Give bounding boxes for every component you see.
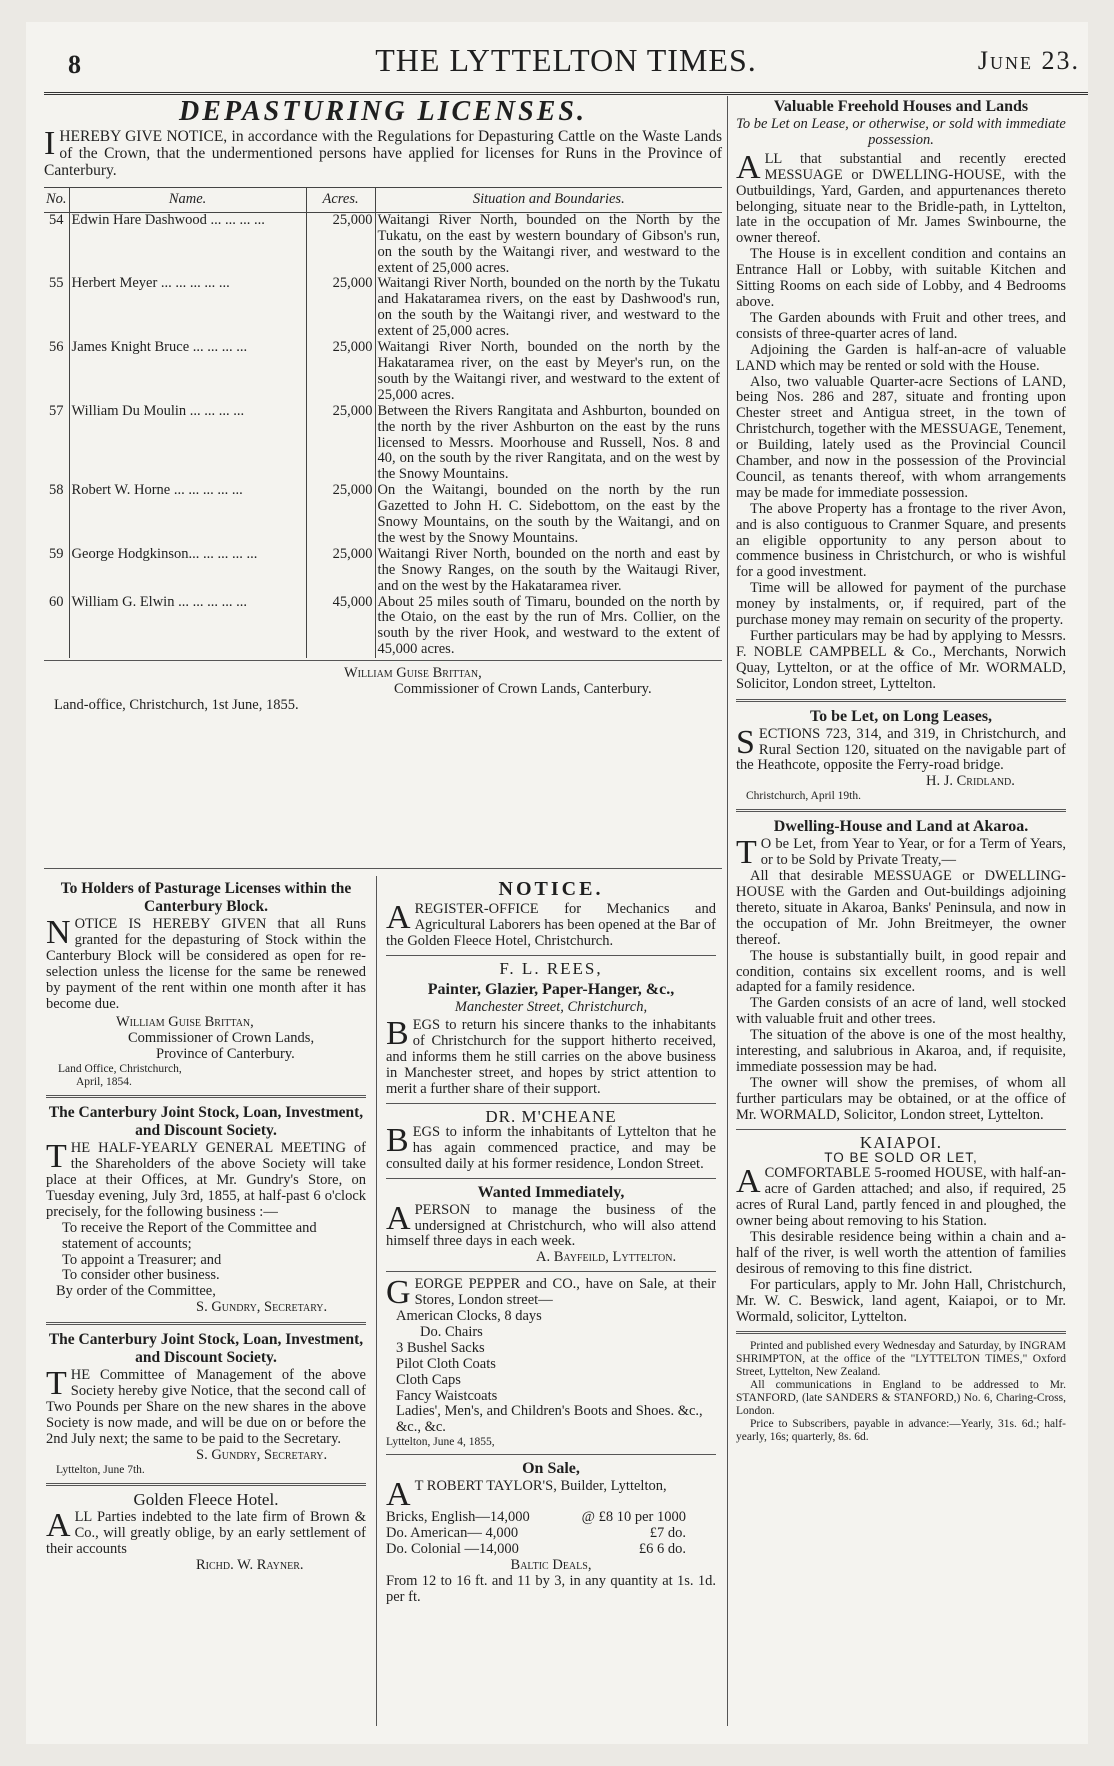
joint2-title: The Canterbury Joint Stock, Loan, Investment, and Discount Society. xyxy=(48,1331,364,1367)
notice-body: AREGISTER-OFFICE for Mechanics and Agricultural Laborers has been opened at the Bar of the Golden Fleece Hotel, Christchurch. xyxy=(386,898,716,949)
divider xyxy=(386,955,716,956)
license-number: 55 xyxy=(44,276,69,340)
licensee-name: James Knight Bruce ... ... ... ... xyxy=(69,340,306,404)
wanted-body: APERSON to manage the business of the undersigned at Christchurch, who will also attend himself three days in each week. xyxy=(386,1199,716,1250)
joint2-body: THE Committee of Management of the above Society hereby give Notice, that the second call of Two Pounds per Share on the new shares in the above Society is now made, and will be due on or before the 2nd July next; the same to be paid to the Secretary. xyxy=(46,1365,366,1447)
holders-title: To Holders of Pasturage Licenses within the Canterbury Block. xyxy=(60,880,352,915)
list-item: Do. Chairs xyxy=(420,1323,483,1340)
license-number: 57 xyxy=(44,404,69,484)
divider xyxy=(46,1095,366,1098)
holders-date: April, 1854. xyxy=(76,1076,132,1089)
golden-title: Golden Fleece Hotel. xyxy=(133,1489,279,1509)
pepper-items xyxy=(386,1309,716,1436)
divider xyxy=(386,1454,716,1455)
akaroa-p4: The Garden consists of an acre of land, well stocked with valuable fruit and other trees. xyxy=(736,995,1066,1028)
onsale-deals-body: From 12 to 16 ft. and 11 by 3, in any quantity at 1s. 1d. per ft. xyxy=(386,1572,716,1605)
rees-address: Manchester Street, Christchurch, xyxy=(454,998,648,1015)
wanted-title: Wanted Immediately, xyxy=(477,1183,625,1201)
imprint-p1: Printed and published every Wednesday and Saturday, by INGRAM SHRIMPTON, at the office of the "LYTTELTON TIMES," Oxford Street, Lyttelton, New Zealand. xyxy=(736,1340,1066,1379)
divider xyxy=(46,1322,366,1325)
license-acres: 25,000 xyxy=(306,212,375,276)
kaiapoi-p2: This desirable residence being within a chain and a-half of the river, is well worth the attention of families desirous of removing to this fine district. xyxy=(736,1229,1066,1277)
onsale-body: A T ROBERT TAYLOR'S, Builder, Lyttelton, xyxy=(386,1476,667,1514)
rees-body: BEGS to return his sincere thanks to the inhabitants of Christchurch for the support hitherto received, and informs them he still carries on the above business in Manchester street, and hopes by strict attention to merit a further share of their support. xyxy=(386,1015,716,1098)
license-acres: 25,000 xyxy=(306,483,375,547)
table-row xyxy=(44,547,722,595)
table-row xyxy=(44,276,722,340)
column-2-lower xyxy=(386,878,716,1606)
licenses-table-header xyxy=(44,187,722,212)
holders-signer: William Guise Brittan, xyxy=(116,1014,254,1031)
license-situation: Waitangi River North, bounded on the north by the Tukatu and Hakataramea rivers, on the east by Dashwood's run, on the south by the Waitangi river, and westward to the extent of 25,000 acres. xyxy=(377,275,720,340)
column-rule xyxy=(727,96,728,1726)
table-row xyxy=(44,404,722,484)
license-number: 59 xyxy=(44,547,69,595)
license-number: 54 xyxy=(44,212,69,276)
licensee-name: William Du Moulin ... ... ... ... xyxy=(69,404,306,484)
joint1-body: THE HALF-YEARLY GENERAL MEETING of the Shareholders of the above Society will take place at their Offices, at Mr. Gundry's Store, on Tuesday evening, July 3rd, 1855, at half-past 6 o'clock precisely, for the following business :— xyxy=(46,1138,366,1220)
freehold-p8: Further particulars may be had by applying to Messrs. F. NOBLE CAMPBELL & Co., Merchants, Norwich Quay, Lyttelton, or at the office of Mr. WORMALD, Solicitor, London street, Lyttelton. xyxy=(736,628,1066,692)
depasturing-intro: IHEREBY GIVE NOTICE, in accordance with the Regulations for Depasturing Cattle on the Waste Lands of the Crown, that the undermentioned persons have applied for licenses for Runs in the Province of Canterbury. xyxy=(44,124,722,179)
kaiapoi-p3: For particulars, apply to Mr. John Hall, Christchurch, Mr. W. C. Beswick, land agent, Kaiapoi, or to Mr. Wormald, solicitor, Lyttelton. xyxy=(736,1276,1066,1325)
licensee-name: Robert W. Horne ... ... ... ... ... xyxy=(69,483,306,547)
pepper-body: GEORGE PEPPER and CO., have on Sale, at their Stores, London street— xyxy=(386,1274,716,1312)
license-situation: Waitangi River North, bounded on the north and east by the Snowy Ranges, on the south by the Waitaugi River, and on the west by the Hakataramea river. xyxy=(377,545,720,594)
akaroa-title: Dwelling-House and Land at Akaroa. xyxy=(773,818,1029,836)
list-item: To consider other business. xyxy=(62,1267,220,1284)
freehold-subtitle: To be Let on Lease, or otherwise, or sold with immediate possession. xyxy=(736,116,1066,148)
notice-title: NOTICE. xyxy=(498,878,604,900)
licensee-name: Herbert Meyer ... ... ... ... ... xyxy=(69,276,306,340)
license-acres: 45,000 xyxy=(306,595,375,659)
divider xyxy=(386,1271,716,1272)
licensee-name: Edwin Hare Dashwood ... ... ... ... xyxy=(69,212,306,276)
akaroa-p6: The owner will show the premises, of whom all further particulars may be obtained, or at the office of Mr. WORMALD, Solicitor, London street, Lyttelton. xyxy=(736,1074,1066,1123)
akaroa-p5: The situation of the above is one of the most healthy, interesting, and salubrious in Akaroa, and, if requisite, immediate possession may be had. xyxy=(736,1027,1066,1075)
header-rule xyxy=(44,92,1088,95)
license-acres: 25,000 xyxy=(306,404,375,484)
joint1-items xyxy=(46,1221,366,1285)
list-item: Pilot Cloth Coats xyxy=(396,1355,496,1372)
depasturing-place-date: Land-office, Christchurch, 1st June, 1855. xyxy=(54,697,299,713)
freehold-title: Valuable Freehold Houses and Lands xyxy=(773,98,1029,115)
tolet-title: To be Let, on Long Leases, xyxy=(809,707,993,725)
col-no: No. xyxy=(44,187,69,212)
golden-body: ALL Parties indebted to the late firm of Brown & Co., will greatly oblige, by an early settlement of their accounts xyxy=(46,1507,366,1558)
brick-row: Do. American— 4,000 £7 do. xyxy=(386,1525,686,1542)
page-header xyxy=(44,40,1088,92)
licenses-table xyxy=(44,187,722,658)
divider xyxy=(44,660,722,661)
column-1-lower xyxy=(46,876,366,1574)
tolet-place-date: Christchurch, April 19th. xyxy=(746,790,861,803)
freehold-p4: Adjoining the Garden is half-an-acre of valuable LAND which may be rented or sold with the House. xyxy=(736,341,1066,374)
holders-signer-title: Commissioner of Crown Lands, xyxy=(128,1030,315,1047)
freehold-p5: Also, two valuable Quarter-acre Sections of LAND, being Nos. 286 and 287, situate and fronting upon Chester street and Antigua street, in the town of Christchurch, together with the MESSUAGE, Tenement, or Building, lately used as the Provincial Council Chamber, and now in the possession of the Provincial Council, as tenants thereof, with whom arrangements may be made for immediate possession. xyxy=(736,373,1066,501)
list-item: Ladies', Men's, and Children's Boots and Shoes. &c., &c., &c. xyxy=(396,1403,703,1436)
akaroa-p2: All that desirable MESSUAGE or DWELLING-HOUSE with the Garden and Out-buildings adjoining thereto, situate in Akaroa, Banks' Peninsula, and now in the occupation of Mr. John Breitmeyer, the owner thereof. xyxy=(736,868,1066,948)
onsale-title: On Sale, xyxy=(522,1460,580,1478)
table-row xyxy=(44,595,722,659)
list-item: Cloth Caps xyxy=(396,1371,461,1388)
divider xyxy=(46,1483,366,1486)
list-item: 3 Bushel Sacks xyxy=(396,1339,485,1356)
joint1-order: By order of the Committee, xyxy=(56,1283,216,1300)
kaiapoi-subtitle: TO BE SOLD OR LET, xyxy=(824,1150,978,1166)
depasturing-licenses xyxy=(44,96,722,714)
mcheane-name: DR. M'CHEANE xyxy=(485,1106,617,1126)
col-acres: Acres. xyxy=(306,187,375,212)
issue-date: June 23. xyxy=(977,46,1080,75)
licensee-name: George Hodgkinson... ... ... ... ... xyxy=(69,547,306,595)
list-item: Fancy Waistcoats xyxy=(396,1387,498,1404)
col-situation: Situation and Boundaries. xyxy=(375,187,722,212)
kaiapoi-title: KAIAPOI. xyxy=(859,1132,943,1152)
holders-place: Land Office, Christchurch, xyxy=(58,1063,182,1076)
list-item: American Clocks, 8 days xyxy=(396,1308,542,1325)
masthead: THE LYTTELTON TIMES. xyxy=(375,42,757,78)
akaroa-p1: T O be Let, from Year to Year, or for a Term of Years, or to be Sold by Private Treaty,— xyxy=(736,834,1066,872)
holders-body: NOTICE IS HEREBY GIVEN that all Runs granted for the depasturing of Stock within the Canterbury Block will be considered as open for re-selection unless the license for the same be renewed by payment of the rent within one month after it has become due. xyxy=(46,914,366,1012)
license-situation: Waitangi River North, bounded on the north by the Hakataramea river, on the east by Meyer's run, on the south by the Waitangi river, and westward to the extent of 25,000 acres. xyxy=(377,339,720,403)
freehold-p1: ALL that substantial and recently erected MESSUAGE or DWELLING-HOUSE, with the Outbuildings, Yard, Garden, and appurtenances thereto belonging, situate near to the Bridle-path, in Lyttelton, late in the occupation of Mr. James Swinbourne, the owner thereof. xyxy=(736,148,1066,247)
tolet-signer: H. J. Cridland. xyxy=(926,773,1015,790)
tolet-body: SECTIONS 723, 314, and 319, in Christchurch, and Rural Section 120, situated on the navigable part of the Heathcote, opposite the Ferry-road bridge. xyxy=(736,723,1066,774)
license-situation: About 25 miles south of Timaru, bounded on the north by the Otaio, on the east by the run of Mrs. Collier, on the south by the river Hook, and westward to the extent of 45,000 acres. xyxy=(377,593,720,658)
divider xyxy=(736,809,1066,812)
license-number: 58 xyxy=(44,483,69,547)
imprint-p3: Price to Subscribers, payable in advance:—Yearly, 31s. 6d.; half-yearly, 16s; quarterly, 8s. 6d. xyxy=(736,1418,1066,1444)
imprint xyxy=(736,1340,1066,1444)
column-3 xyxy=(736,98,1066,1444)
table-row xyxy=(44,212,722,276)
divider xyxy=(736,1331,1066,1334)
license-acres: 25,000 xyxy=(306,276,375,340)
rees-trade: Painter, Glazier, Paper-Hanger, &c., xyxy=(427,980,675,998)
divider xyxy=(736,699,1066,702)
imprint-p2: All communications in England to be addressed to Mr. STANFORD, (late SANDERS & STANFORD,) No. 6, Charing-Cross, London. xyxy=(736,1379,1066,1418)
license-situation: On the Waitangi, bounded on the north by the run Gazetted to John H. C. Sidebottom, on the east by the Snowy Mountains, on the south by the Waitangi, and on the west by the Snowy Mountains. xyxy=(377,482,720,546)
license-number: 60 xyxy=(44,595,69,659)
table-row xyxy=(44,340,722,404)
akaroa-p3: The house is substantially built, in good repair and condition, contains six excellent rooms, and is well adapted for a family residence. xyxy=(736,947,1066,996)
joint1-title: The Canterbury Joint Stock, Loan, Investment, and Discount Society. xyxy=(48,1104,364,1140)
license-situation: Between the Rivers Rangitata and Ashburton, bounded on the north by the river Ashburton on the east by the runs licensed to Messrs. Moorhouse and Russell, Nos. 8 and 40, on the south by the river Rangitata, and on the west by the Snowy Mountains. xyxy=(377,402,720,483)
depasturing-title: DEPASTURING LICENSES. xyxy=(179,96,587,127)
mcheane-body: BEGS to inform the inhabitants of Lyttelton that he has again commenced practice, and may be consulted daily at his former residence, London Street. xyxy=(386,1121,716,1172)
list-item: To appoint a Treasurer; and xyxy=(62,1251,222,1268)
license-acres: 25,000 xyxy=(306,547,375,595)
freehold-p2: The House is in excellent condition and contains an Entrance Hall or Lobby, with suitable Kitchen and Sitting Rooms on each side of Lobby, and 4 Bedrooms above. xyxy=(736,246,1066,310)
license-situation: Waitangi River North, bounded on the North by the Tukatu, on the east by western boundary of Gibson's run, on the south by the Waitangi river, and westward to the extent of 25,000 acres. xyxy=(377,211,720,276)
golden-signer: Richd. W. Rayner. xyxy=(196,1557,304,1574)
freehold-p3: The Garden abounds with Fruit and other trees, and consists of three-quarter acres of land. xyxy=(736,309,1066,342)
divider xyxy=(386,1178,716,1179)
pepper-place-date: Lyttelton, June 4, 1855, xyxy=(386,1436,495,1449)
column-rule xyxy=(376,876,377,1726)
freehold-p6: The above Property has a frontage to the river Avon, and is also contiguous to Cranmer Square, and presents an eligible opportunity to any person about to commence business in Christchurch, or who is wishful for a good investment. xyxy=(736,500,1066,581)
rees-name: F. L. REES, xyxy=(499,958,603,978)
brick-row: Bricks, English—14,000 @ £8 10 per 1000 xyxy=(386,1509,686,1526)
depasturing-signer: William Guise Brittan, xyxy=(344,665,482,682)
licensee-name: William G. Elwin ... ... ... ... ... xyxy=(69,595,306,659)
list-item: To receive the Report of the Committee and statement of accounts; xyxy=(62,1219,317,1252)
onsale-deals: Baltic Deals, xyxy=(510,1557,592,1573)
freehold-p7: Time will be allowed for payment of the purchase money by instalments, or, if required, part of the purchase money may remain on security of the property. xyxy=(736,580,1066,629)
joint2-place-date: Lyttelton, June 7th. xyxy=(56,1463,145,1476)
section-divider xyxy=(44,868,722,869)
divider xyxy=(386,1103,716,1104)
page-number: 8 xyxy=(68,50,81,79)
brick-row: Do. Colonial —14,000 £6 6 do. xyxy=(386,1541,686,1558)
kaiapoi-p1: ACOMFORTABLE 5-roomed HOUSE, with half-an-acre of Garden attached; and also, if required, 25 acres of Rural Land, partly fenced in and ploughed, the owner being about removing to his Station. xyxy=(736,1163,1066,1230)
license-number: 56 xyxy=(44,340,69,404)
divider xyxy=(736,1129,1066,1130)
joint2-signer: S. Gundry, Secretary. xyxy=(196,1446,328,1463)
depasturing-signer-title: Commissioner of Crown Lands, Canterbury. xyxy=(394,681,652,698)
col-name: Name. xyxy=(69,187,306,212)
wanted-signer: A. Bayfeild, Lyttelton. xyxy=(536,1249,677,1266)
holders-signer-province: Province of Canterbury. xyxy=(156,1046,295,1063)
table-row xyxy=(44,483,722,547)
license-acres: 25,000 xyxy=(306,340,375,404)
joint1-signer: S. Gundry, Secretary. xyxy=(196,1299,328,1316)
